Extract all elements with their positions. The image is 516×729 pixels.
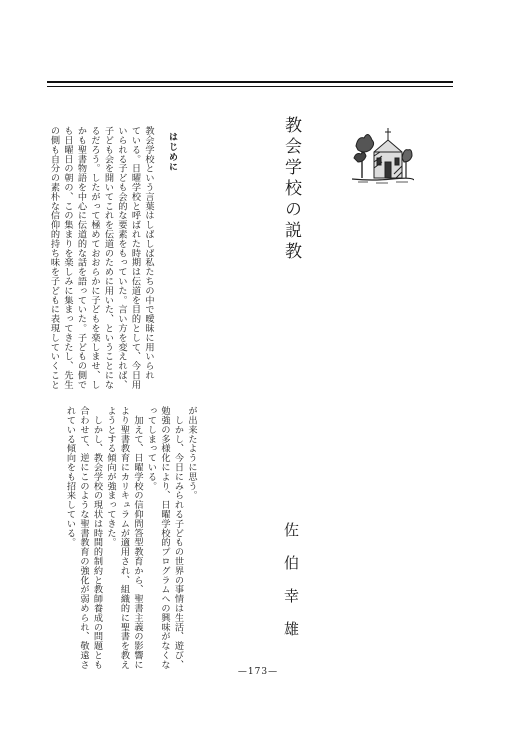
body-line: が出来たように思う。 xyxy=(186,406,197,500)
church-sketch-icon xyxy=(352,118,414,188)
body-line: 合わせて、逆にこのような聖書教育の強化が弱められ、敬遠さ xyxy=(78,406,89,670)
intro-body xyxy=(48,126,155,390)
body-line: れている傾向をも招来している。 xyxy=(64,406,76,547)
body-line: 勉強の多様化により、日曜学校的プログラムへの興味がなくな xyxy=(159,406,170,670)
body-line: ってしまっている。 xyxy=(145,406,157,491)
header-rule-thin xyxy=(47,86,453,87)
body-line: ようとする傾向が強まってきた。 xyxy=(105,406,116,547)
body-line: るだろう。したがって極めておおらかに子どもを楽しませ、し xyxy=(89,126,100,390)
header-rule xyxy=(47,81,453,83)
body-line: より聖書教育にカリキュラムが適用され、組織的に聖書を教え xyxy=(118,406,130,670)
article-title: 教会学校の説教 xyxy=(281,116,301,263)
body-line: 加えて、日曜学校の信仰問答型教育から、聖書主義の影響に xyxy=(132,406,143,670)
continued-body xyxy=(50,406,198,676)
body-line: ている。日曜学校と呼ばれた時期は伝道を目的として、今日用 xyxy=(129,126,141,390)
page-number: —173— xyxy=(237,667,279,677)
body-line: しかし、今日にみられる子どもの世界の事情は生活、遊び、 xyxy=(172,406,184,670)
body-line: いられる子ども会的な要素をもっていた。言い方を変えれば、 xyxy=(116,126,127,390)
body-line: の側も自分の素朴な信仰的持ち味を子どもに表現していくこと xyxy=(48,126,60,390)
body-line: 教会学校という言葉はしばしば私たちの中で曖昧に用いられ xyxy=(143,126,154,380)
body-line: 子ども会を開いてこれを伝道のために用いた、ということにな xyxy=(102,126,114,390)
author-name: 佐伯幸雄 xyxy=(282,522,300,654)
body-line: しかし、教会学校の現状は時間的制約と教師養成の問題とも xyxy=(91,406,103,670)
body-line: かも聖書物語を中心に伝道的な話を語っていた。子どもの側で xyxy=(75,126,87,390)
body-line: も日曜日の朝の、この集まりを楽しみに集まってきたし、先生 xyxy=(62,126,73,390)
section-heading: はじめに xyxy=(167,132,177,172)
